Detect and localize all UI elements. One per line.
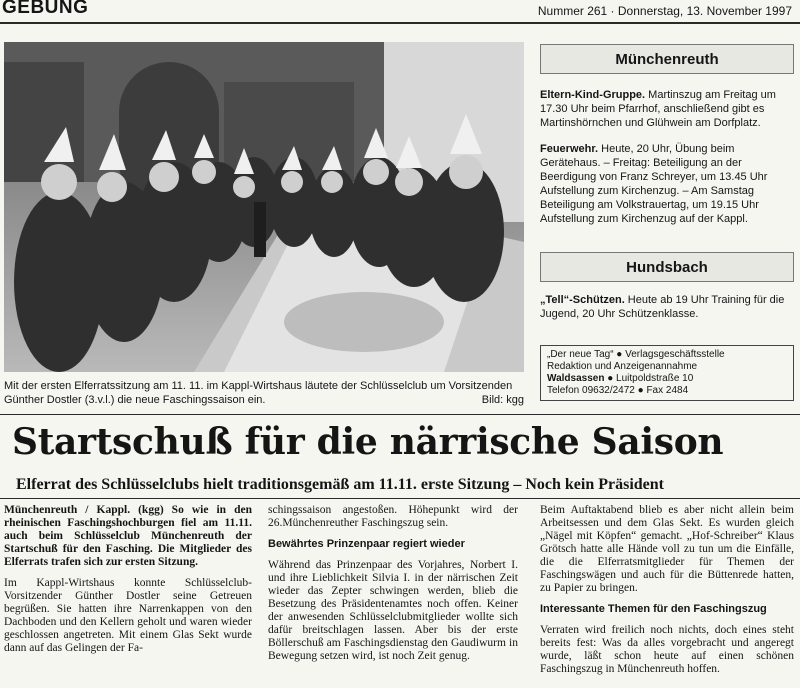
muenchenreuth-heading: Münchenreuth [615,50,719,68]
hundsbach-heading-box [540,252,794,282]
publisher-contact-box [540,345,794,401]
contact-line-1: „Der neue Tag“ ● Verlagsgeschäftsstelle [547,349,725,360]
article-subheading-prinzenpaar: Bewährtes Prinzenpaar regiert wieder [268,538,465,550]
notice-text: Heute, 20 Uhr, Übung beim Gerätehaus. – Freitag: Beteiligung an der Beerdigung von Franz Schreyer, um 13.45 Uhr Aufstellung zum Kirchenzug. – Am Samstag Beteiligung am Volkstrauertag, um 19.15 Uhr Aufstellung zum Kirchenzug auf der Kappl. [540,143,768,225]
notice-text: Martinszug am Freitag um 17.30 Uhr beim Pfarrhof, anschließend gibt es Martinshörnchen und Glühwein am Dorfplatz. [540,89,776,129]
contact-street: ● Luitpoldstraße 10 [604,373,694,384]
article-photo [4,42,524,372]
contact-line-4: Telefon 09632/2472 ● Fax 2484 [547,385,689,396]
contact-line-2: Redaktion und Anzeigenannahme [547,361,698,372]
article-headline: Startschuß für die närrische Saison [12,421,724,463]
notice-text: Heute ab 19 Uhr Training für die Jugend, 20 Uhr Schützenklasse. [540,294,785,320]
article-column-2 [268,504,518,671]
notice-lead: „Tell“-Schützen. [540,294,625,306]
article-column-1 [4,504,252,663]
notice-eltern-kind-gruppe [540,88,794,130]
article-subheading-themen: Interessante Themen für den Faschingszug [540,603,767,615]
article-lead: Münchenreuth / Kappl. (kgg) So wie in den rheinischen Faschingshochburgen fiel am 11.11. auch beim Schlüsselclub Münchenreuth der Startschuß für den Fasching. Die Mitglieder des Elferrats trafen sich zur ersten Sitzung. [4,504,252,568]
issue-info: Nummer 261 · Donnerstag, 13. November 1997 [537,4,792,18]
contact-city: Waldsassen [547,373,605,384]
muenchenreuth-heading-box [540,44,794,74]
article-column-3 [540,504,794,684]
article-paragraph: Verraten wird freilich noch nichts, doch eines steht bereits fest: Was da alles vorgebracht und angeregt wurde, läßt schon heute auf einen schönen Faschingszug in Münchenreuth hoffen. [540,624,794,675]
contact-line-3 [547,373,787,385]
caption-text: Mit der ersten Elferratssitzung am 11. 11. im Kappl-Wirtshaus läutete der Schlüsselclub um Vorsitzenden Günther Dostler (3.v.l.) die neue Faschingssaison ein. [4,380,513,406]
group-photo-illustration [4,42,524,372]
headline-top-rule [0,414,800,415]
notice-lead: Eltern-Kind-Gruppe. [540,89,646,101]
notice-feuerwehr [540,142,794,226]
photo-credit: Bild: kgg [481,394,524,406]
article-subheadline: Elferrat des Schlüsselclubs hielt traditionsgemäß am 11.11. erste Sitzung – Noch kein Präsident [16,476,664,493]
article-paragraph: Während das Prinzenpaar des Vorjahres, Norbert I. und ihre Lieblichkeit Silvia I. in der närrischen Zeit wieder das Zepter schwingen werden, blieb die Besetzung des Präsidentenamtes noch offen. Keiner der anwesenden Schlüsselclubmitglieder wollte sich dafür breitschlagen lassen. Aber bis der erste Böllerschuß am Faschingsdienstag den Gaudiwurm in Bewegung setzen wird, ist noch Zeit genug. [268,559,518,662]
header-rule [0,22,800,24]
article-paragraph: Beim Auftaktabend blieb es aber nicht allein beim Arbeitsessen und dem Glas Sekt. Es wurden gleich „Nägel mit Köpfen“ gemacht. „Hof-Schreiber“ Klaus Grötsch hatte alle Hände voll zu tun um die Einfälle, die die Elferratsmitglieder für Themen der Faschingswägen und auch für die Büttenrede hatten, zu Papier zu bringen. [540,504,794,594]
article-paragraph: schingssaison angestoßen. Höhepunkt wird der 26.Münchenreuther Faschingszug sein. [268,504,518,529]
photo-caption [4,379,524,407]
subhead-rule [0,498,800,499]
section-label: GEBUNG [2,0,89,18]
notice-tell-schuetzen [540,293,794,321]
article-paragraph: Im Kappl-Wirtshaus konnte Schlüsselclub-Vorsitzender Günther Dostler seine Getreuen begrüßen. Sie hatten ihre Narrenkappen von den Dachboden und den Kellern geholt und waren wieder geschlossen angetreten. Mit einem Glas Sekt wurde dann auf das Gelingen der Fa- [4,577,252,654]
hundsbach-heading: Hundsbach [626,258,708,276]
notice-lead: Feuerwehr. [540,143,599,155]
